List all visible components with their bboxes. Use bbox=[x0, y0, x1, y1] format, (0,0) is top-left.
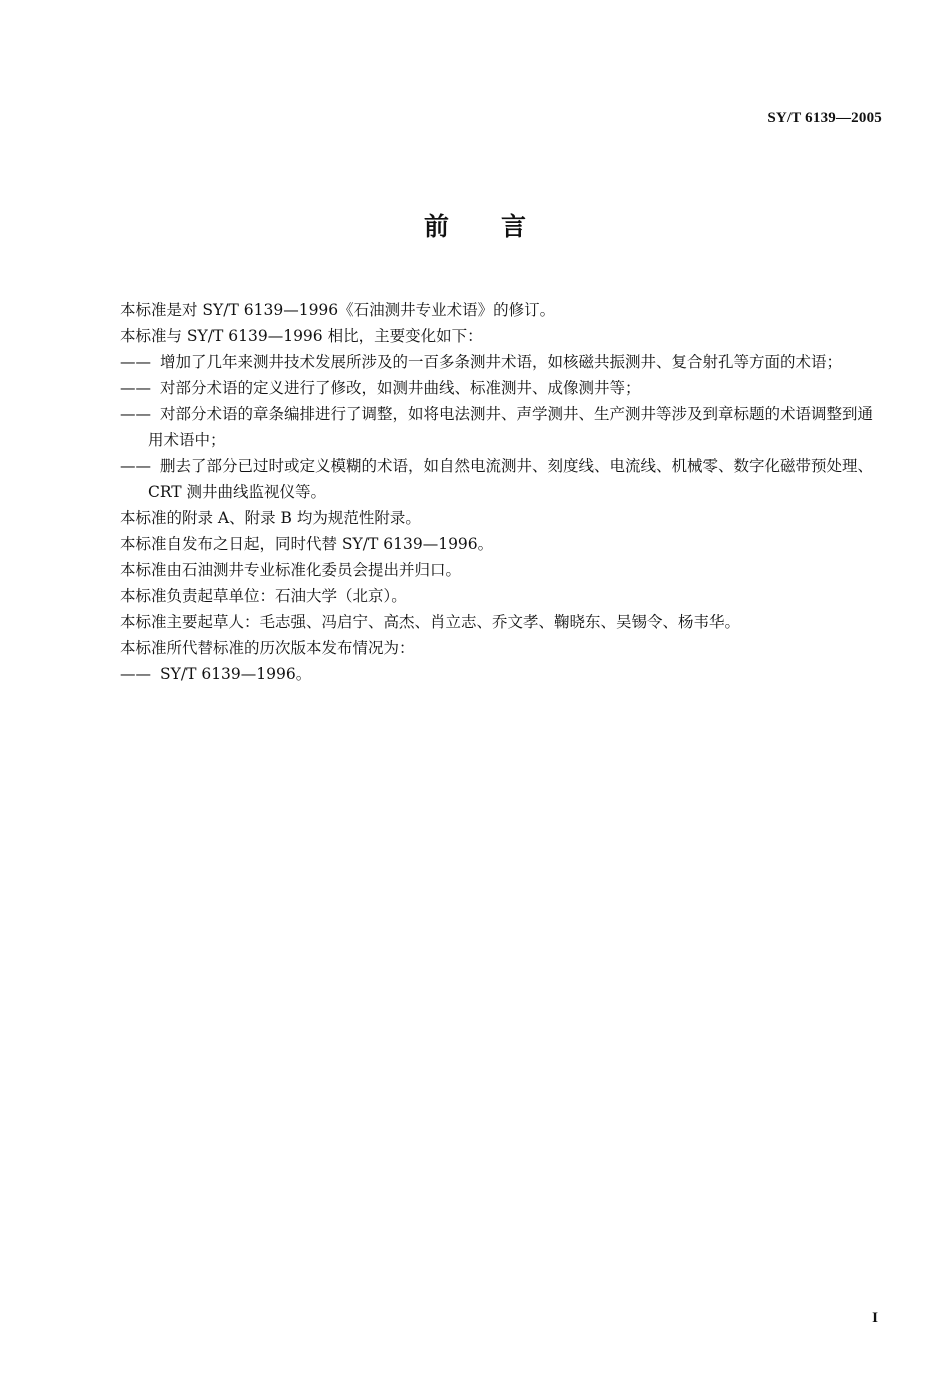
change-text: 增加了几年来测井技术发展所涉及的一百多条测井术语，如核磁共振测井、复合射孔等方面的术语； bbox=[160, 353, 843, 371]
dash-mark: —— bbox=[120, 457, 151, 475]
paragraph-drafting-unit: 本标准负责起草单位：石油大学（北京）。 bbox=[120, 587, 407, 605]
previous-version-text: SY/T 6139—1996。 bbox=[160, 665, 312, 683]
paragraph-appendix: 本标准的附录 A、附录 B 均为规范性附录。 bbox=[120, 509, 421, 527]
title-char-1: 前 bbox=[423, 212, 449, 241]
change-item bbox=[120, 401, 882, 453]
change-text: 对部分术语的章条编排进行了调整，如将电法测井、声学测井、生产测井等涉及到章标题的术语调整到通用术语中； bbox=[148, 405, 874, 449]
standard-code: SY/T 6139—2005 bbox=[767, 110, 882, 126]
paragraph-revision: 本标准是对 SY/T 6139—1996《石油测井专业术语》的修订。 bbox=[120, 301, 556, 319]
paragraph-drafters: 本标准主要起草人：毛志强、冯启宁、高杰、肖立志、乔文孝、鞠晓东、吴锡令、杨韦华。 bbox=[120, 613, 741, 631]
change-text: 删去了部分已过时或定义模糊的术语，如自然电流测井、刻度线、电流线、机械零、数字化磁带预处理、CRT 测井曲线监视仪等。 bbox=[148, 457, 874, 501]
paragraph-proposed-by: 本标准由石油测井专业标准化委员会提出并归口。 bbox=[120, 561, 462, 579]
change-item bbox=[120, 453, 882, 505]
change-text: 对部分术语的定义进行了修改，如测井曲线、标准测井、成像测井等； bbox=[160, 379, 641, 397]
change-item bbox=[120, 349, 882, 375]
page-number: I bbox=[872, 1310, 878, 1326]
dash-mark: —— bbox=[120, 665, 151, 683]
previous-version-item bbox=[120, 661, 882, 687]
title-char-2: 言 bbox=[501, 212, 527, 241]
page-title bbox=[0, 207, 950, 243]
paragraph-history: 本标准所代替标准的历次版本发布情况为： bbox=[120, 639, 415, 657]
dash-mark: —— bbox=[120, 405, 151, 423]
paragraph-changes-intro: 本标准与 SY/T 6139—1996 相比，主要变化如下： bbox=[120, 327, 483, 345]
foreword-body bbox=[120, 297, 882, 687]
dash-mark: —— bbox=[120, 353, 151, 371]
dash-mark: —— bbox=[120, 379, 151, 397]
paragraph-replaces: 本标准自发布之日起，同时代替 SY/T 6139—1996。 bbox=[120, 535, 494, 553]
change-item bbox=[120, 375, 882, 401]
